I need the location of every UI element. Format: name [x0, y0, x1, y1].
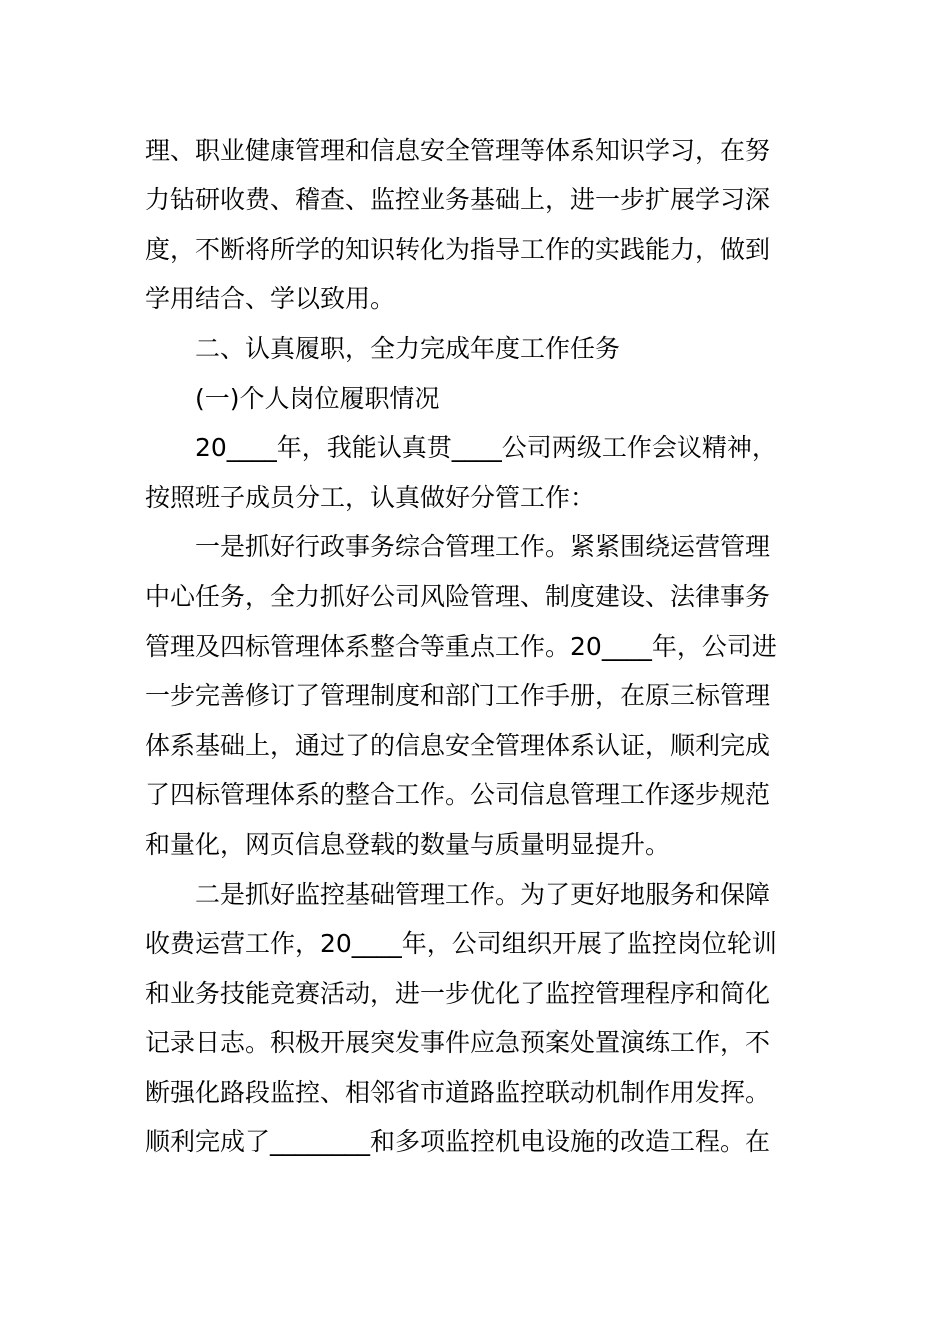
- section-heading: 二、认真履职，全力完成年度工作任务: [195, 334, 621, 363]
- subsection-heading: (一)个人岗位履职情况: [195, 384, 440, 413]
- text-line: 管理及四标管理体系整合等重点工作。20____年，公司进: [145, 632, 777, 661]
- text-line: 顺利完成了________和多项监控机电设施的改造工程。在: [145, 1127, 771, 1156]
- text-line: 力钻研收费、稽查、监控业务基础上，进一步扩展学习深: [145, 185, 771, 214]
- text-line: 断强化路段监控、相邻省市道路监控联动机制作用发挥。: [145, 1078, 771, 1107]
- text-line: 和业务技能竞赛活动，进一步优化了监控管理程序和简化: [145, 979, 771, 1008]
- text-line: 理、职业健康管理和信息安全管理等体系知识学习，在努: [145, 136, 771, 165]
- text-line: 20____年，我能认真贯____公司两级工作会议精神，: [195, 433, 777, 462]
- text-line: 按照班子成员分工，认真做好分管工作：: [145, 483, 596, 512]
- text-line: 一是抓好行政事务综合管理工作。紧紧围绕运营管理: [195, 532, 771, 561]
- text-line: 体系基础上，通过了的信息安全管理体系认证，顺利完成: [145, 731, 771, 760]
- text-line: 二是抓好监控基础管理工作。为了更好地服务和保障: [195, 880, 771, 909]
- text-line: 记录日志。积极开展突发事件应急预案处置演练工作，不: [145, 1028, 771, 1057]
- text-line: 了四标管理体系的整合工作。公司信息管理工作逐步规范: [145, 780, 771, 809]
- text-line: 度，不断将所学的知识转化为指导工作的实践能力，做到: [145, 235, 771, 264]
- text-line: 一步完善修订了管理制度和部门工作手册，在原三标管理: [145, 681, 771, 710]
- text-line: 学用结合、学以致用。: [145, 284, 396, 313]
- text-line: 和量化，网页信息登载的数量与质量明显提升。: [145, 830, 671, 859]
- text-line: 中心任务，全力抓好公司风险管理、制度建设、法律事务: [145, 582, 771, 611]
- text-line: 收费运营工作，20____年，公司组织开展了监控岗位轮训: [145, 929, 777, 958]
